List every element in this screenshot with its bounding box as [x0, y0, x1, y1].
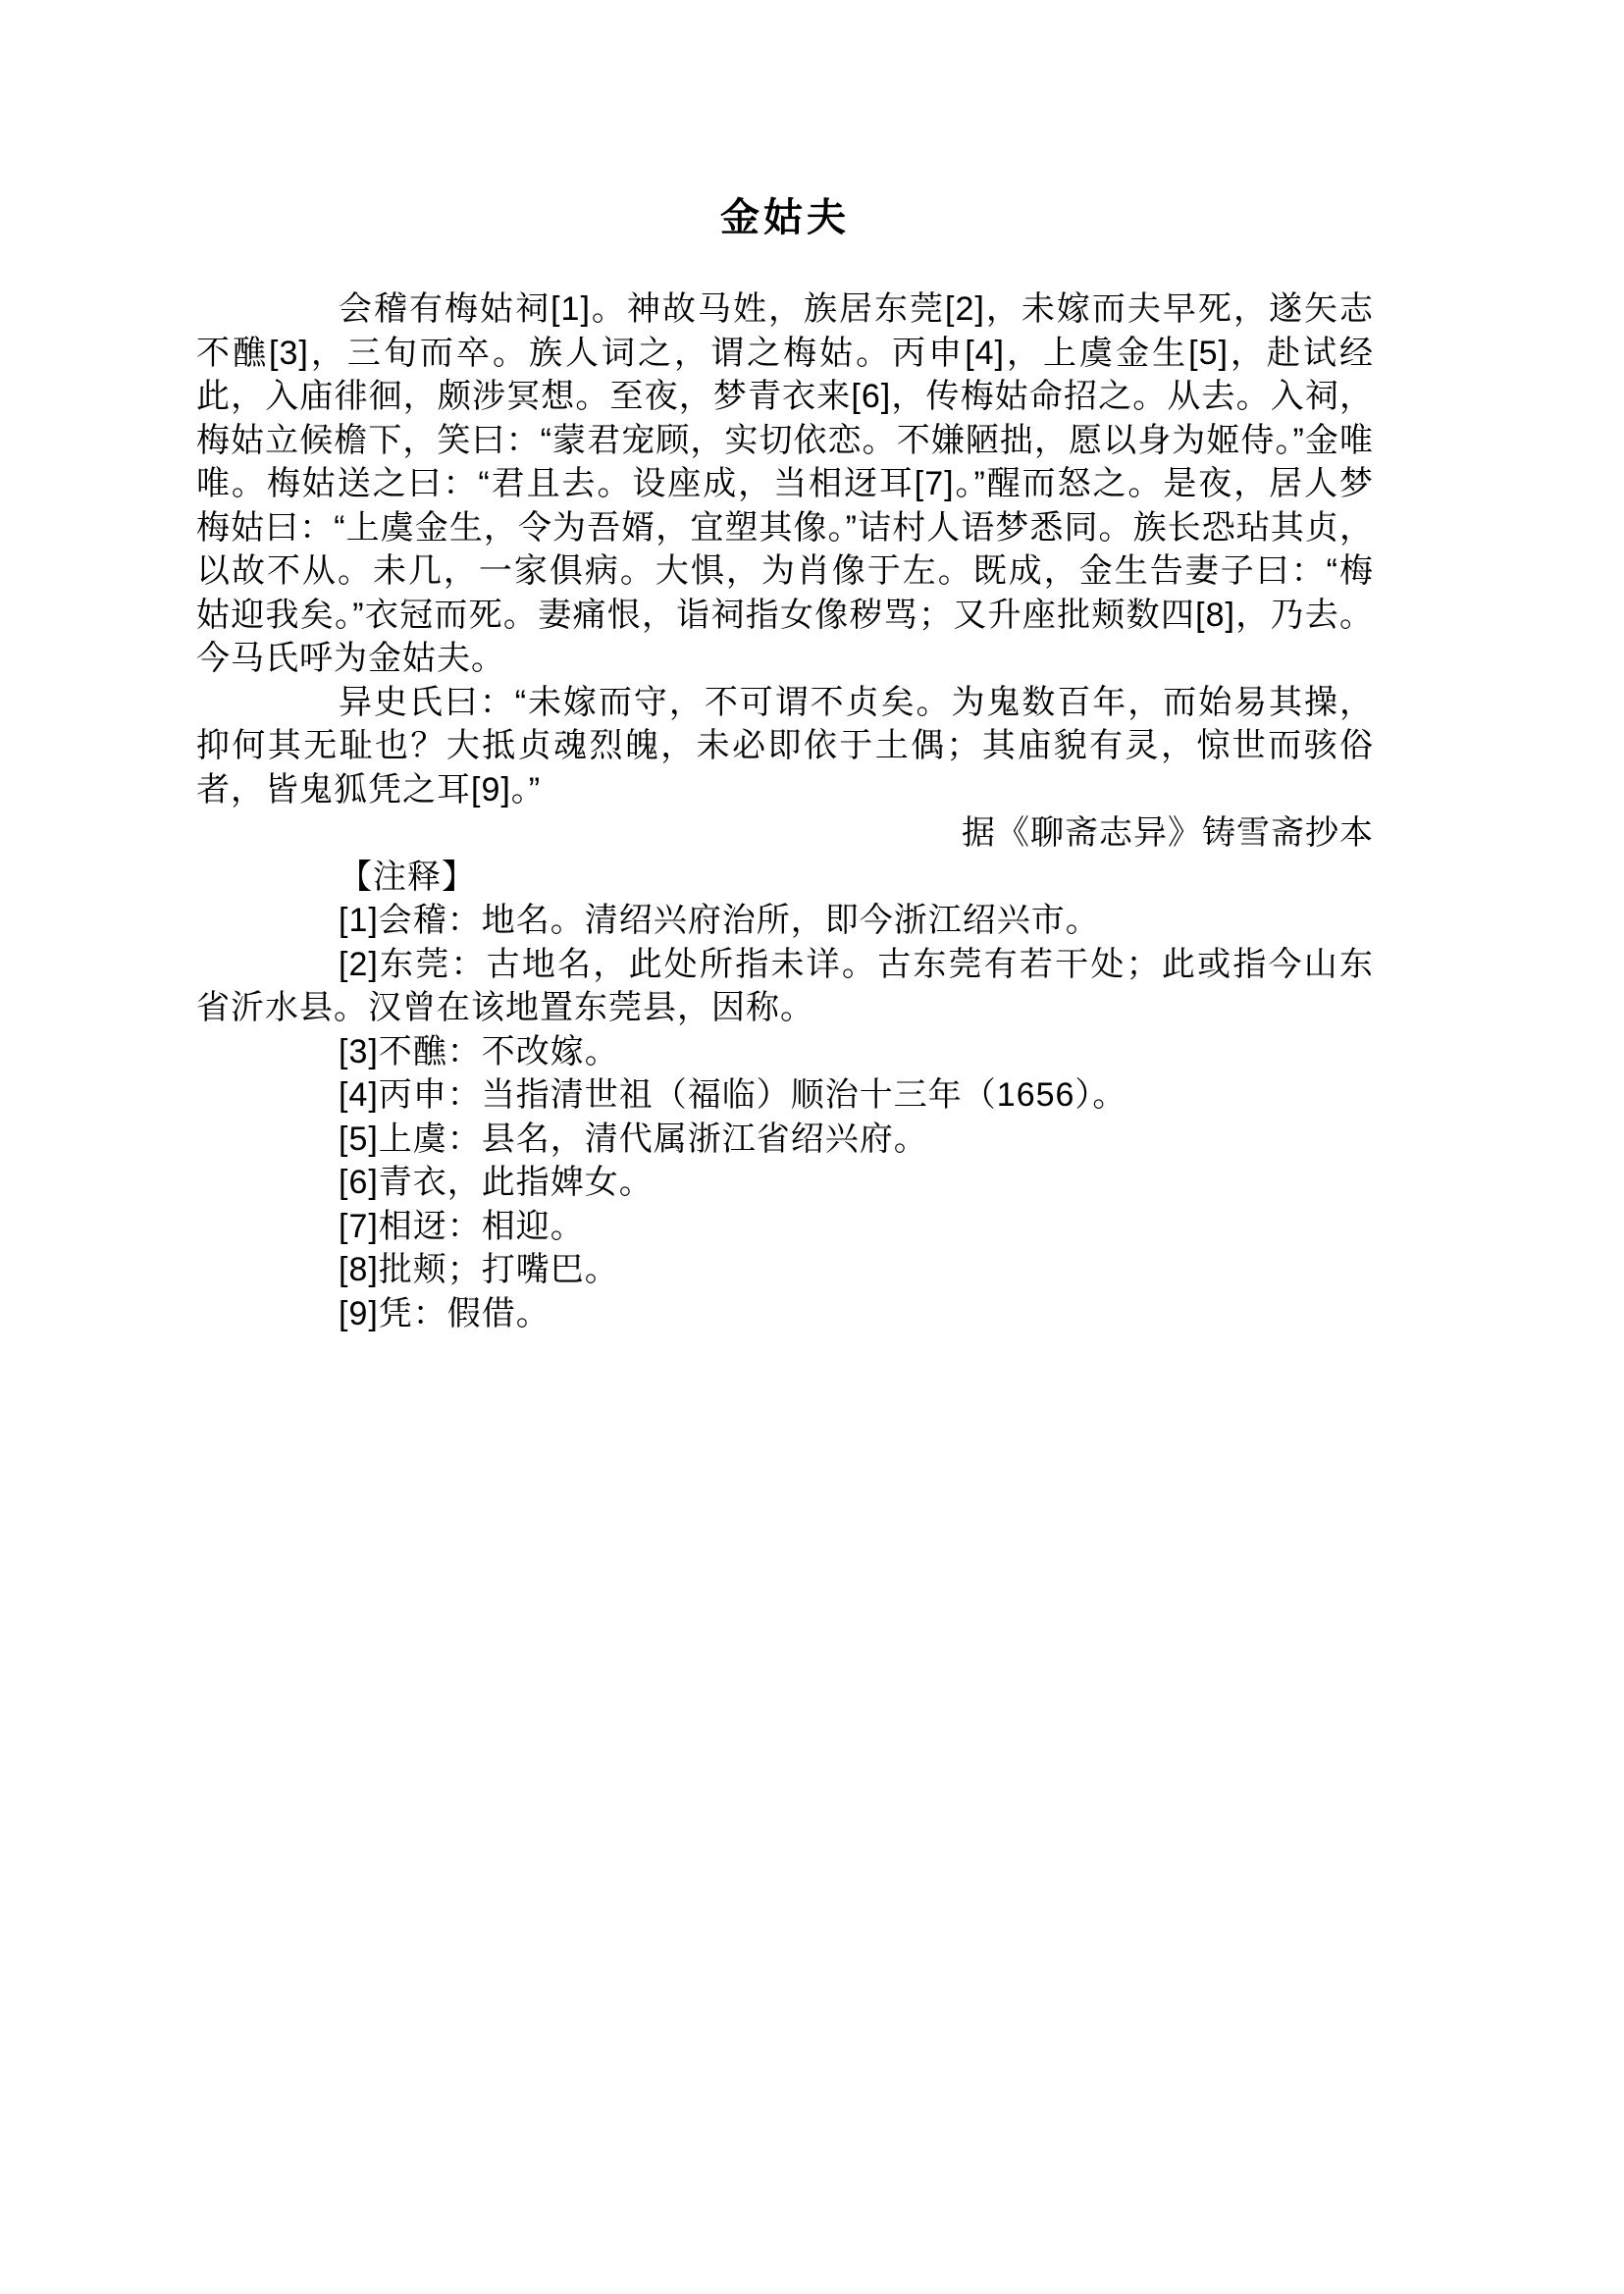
- source-attribution: 据《聊斋志异》铸雪斋抄本: [962, 814, 1374, 852]
- note-item-2: [2]东莞：古地名，此处所指未详。古东莞有若干处；此或指今山东省沂水县。汉曾在该地置东莞县，因称。: [196, 945, 1374, 1026]
- note-item-5: [5]上虞：县名，清代属浙江省绍兴府。: [339, 1120, 928, 1158]
- note-item-6: [6]青衣，此指婢女。: [339, 1164, 654, 1201]
- note-item-7: [7]相迓：相迎。: [339, 1207, 585, 1245]
- note-item-8: [8]批颊；打嘴巴。: [339, 1251, 619, 1288]
- story-paragraph-2: 异史氏曰：“未嫁而守，不可谓不贞矣。为鬼数百年，而始易其操，抑何其无耻也？大抵贞魂烈魄，未必即依于土偶；其庙貌有灵，惊世而骇俗者，皆鬼狐凭之耳[9]。”: [196, 683, 1374, 808]
- note-item-1: [1]会稽：地名。清绍兴府治所，即今浙江绍兴市。: [339, 902, 1100, 939]
- note-item-3: [3]不醮：不改嫁。: [339, 1032, 619, 1070]
- story-title: 金姑夫: [720, 196, 850, 239]
- document-content: [196, 194, 1374, 1335]
- note-item-9: [9]凭：假借。: [339, 1294, 550, 1332]
- note-item-4: [4]丙申：当指清世祖（福临）顺治十三年（1656）。: [339, 1076, 1127, 1114]
- notes-header: 【注释】: [339, 858, 476, 896]
- story-paragraph-1: 会稽有梅姑祠[1]。神故马姓，族居东莞[2]，未嫁而夫早死，遂矢志不醮[3]，三旬而卒。族人词之，谓之梅姑。丙申[4]，上虞金生[5]，赴试经此，入庙徘徊，颇涉冥想。至夜，梦青衣来[6]，传梅姑命招之。从去。入祠，梅姑立候檐下，笑曰：“蒙君宠顾，实切依恋。不嫌陋拙，愿以身为姬侍。”金唯唯。梅姑送之曰：“君且去。设座成，当相迓耳[7]。”醒而怒之。是夜，居人梦梅姑曰：“上虞金生，令为吾婿，宜塑其像。”诘村人语梦悉同。族长恐玷其贞，以故不从。未几，一家俱病。大惧，为肖像于左。既成，金生告妻子曰：“梅姑迎我矣。”衣冠而死。妻痛恨，诣祠指女像秽骂；又升座批颊数四[8]，乃去。今马氏呼为金姑夫。: [196, 290, 1374, 677]
